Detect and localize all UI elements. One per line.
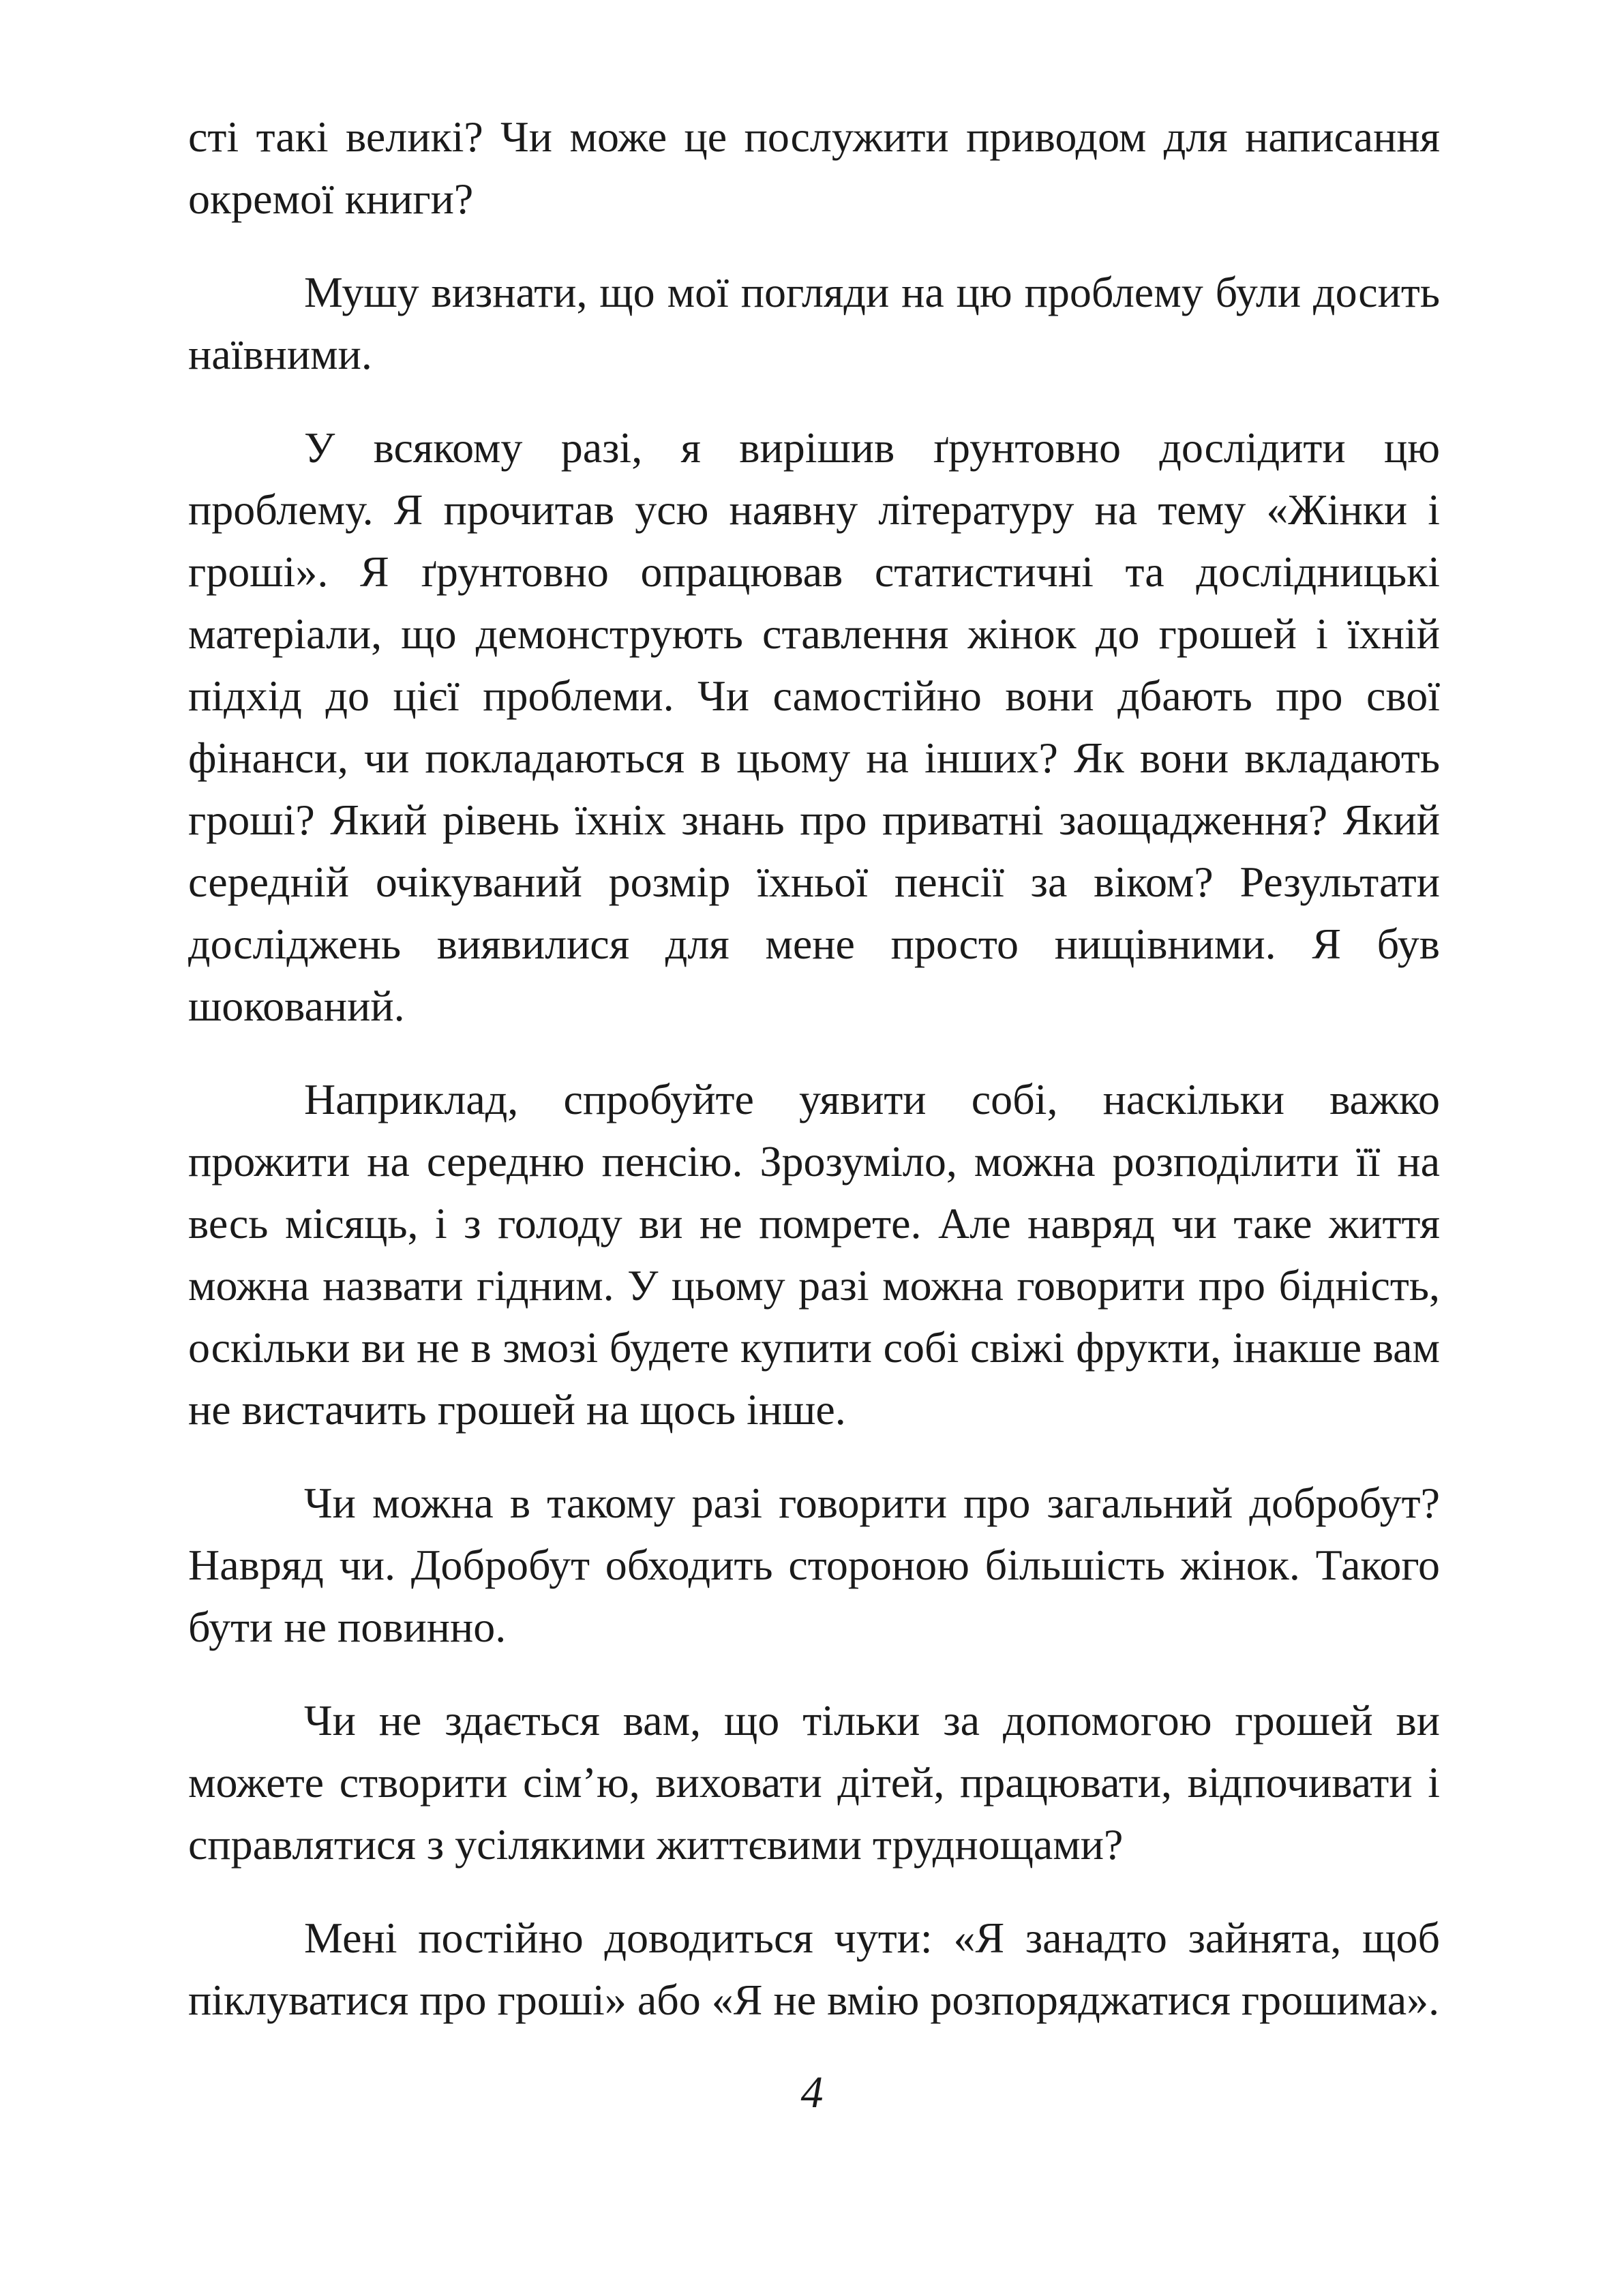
page-number: 4	[800, 2068, 824, 2117]
paragraph-continuation: сті такі великі? Чи може це послужити приводом для написання окремої книги?	[188, 112, 1440, 223]
paragraph: Чи можна в такому разі говорити про загальний добробут? Навряд чи. Добробут обходить стороною більшість жінок. Такого бути не повинно.	[188, 1479, 1440, 1651]
body-text	[188, 106, 1440, 2062]
paragraph: Мушу визнати, що мої погляди на цю проблему були досить наївними.	[188, 268, 1440, 378]
paragraph: Наприклад, спробуйте уявити собі, наскільки важко прожити на середню пенсію. Зрозуміло, можна розподілити її на весь місяць, і з голоду ви не помрете. Але навряд чи таке життя можна назвати гідним. У цьому разі можна говорити про бідність, оскільки ви не в змозі будете купити собі свіжі фрукти, інакше вам не вистачить грошей на щось інше.	[188, 1075, 1440, 1434]
paragraph: У всякому разі, я вирішив ґрунтовно дослідити цю проблему. Я прочитав усю наявну літературу на тему «Жінки і гроші». Я ґрунтовно опрацював статистичні та дослідницькі матеріали, що демонструють ставлення жінок до грошей і їхній підхід до цієї проблеми. Чи самостійно вони дбають про свої фінанси, чи покладаються в цьому на інших? Як вони вкладають гроші? Який рівень їхніх знань про приватні заощадження? Який середній очікуваний розмір їхньої пенсії за віком? Результати досліджень виявилися для мене просто нищівними. Я був шокований.	[188, 423, 1440, 1030]
paragraph: Мені постійно доводиться чути: «Я занадто зайнята, щоб піклуватися про гроші» або «Я не вмію розпоряджатися грошима».	[188, 1914, 1440, 2024]
paragraph: Чи не здається вам, що тільки за допомогою грошей ви можете створити сім’ю, виховати дітей, працювати, відпочивати і справлятися з усілякими життєвими труднощами?	[188, 1696, 1440, 1869]
